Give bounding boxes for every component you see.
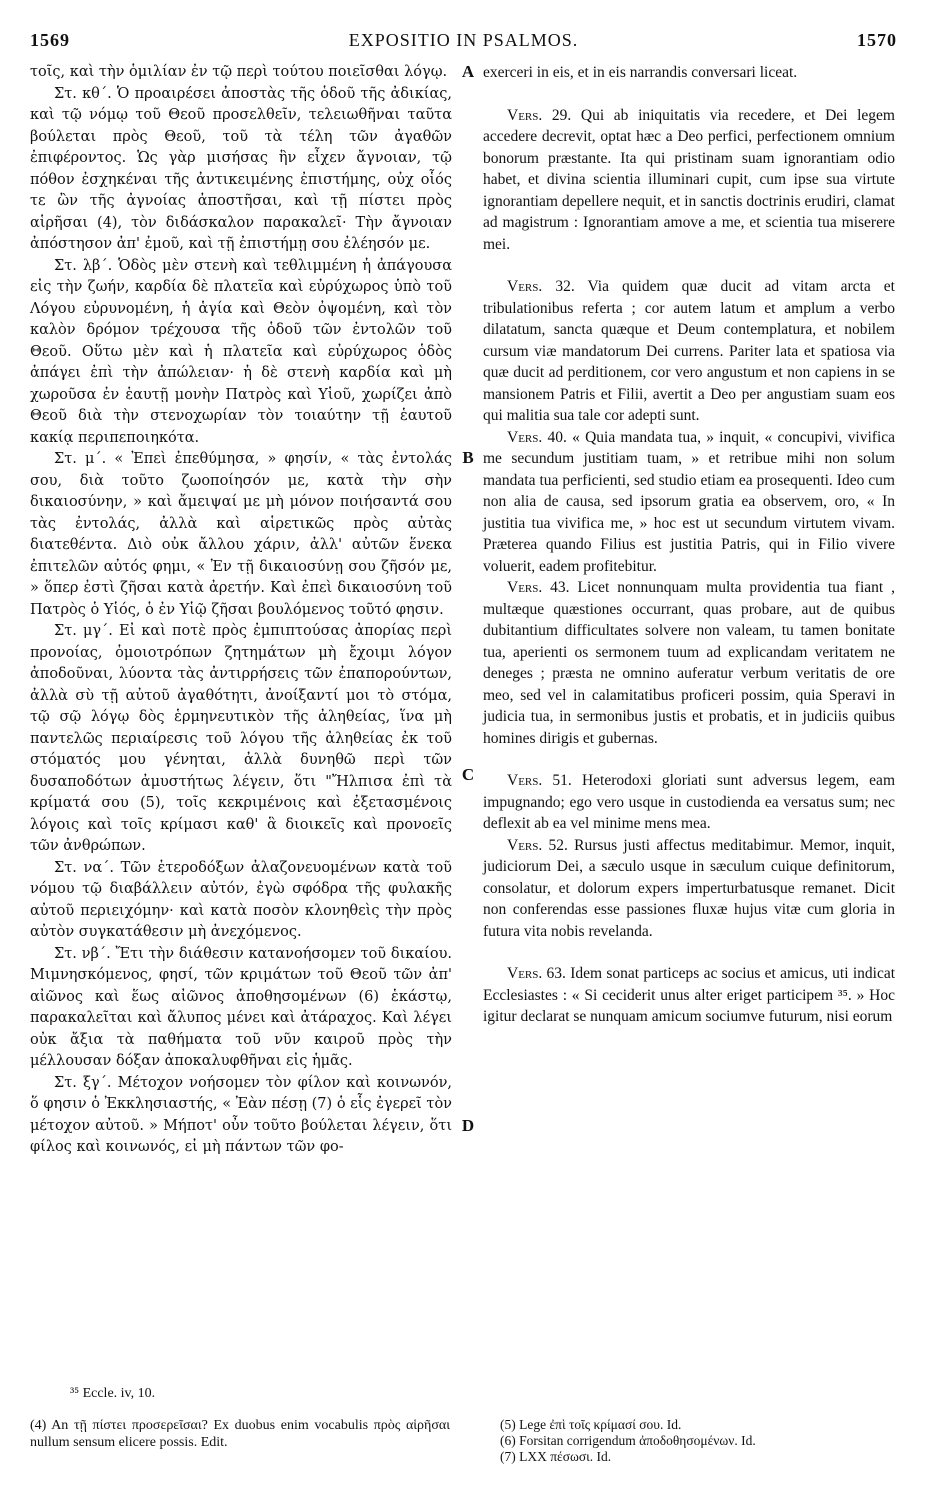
latin-paragraph: [483, 427, 895, 578]
verse-label: Vers. 63.: [507, 965, 566, 982]
footnote-editorial-left: (4) An τῇ πίστει προσερεῖσαι? Ex duobus enim vocabulis πρὸς αἱρῆσαι nullum sensum elicere possis. Edit.: [30, 1418, 450, 1450]
latin-text: Licet nonnunquam multa providentia tua fiant , multæque quæstiones occurrant, quas probare, aut de quibus dubitantium difficultates solvere non valeam, tu tamen bonitate tua, aperienti os sermonem tuum ad explicandam veritatem ne deneges ; præsta ne omnino auferatur verbum veritatis de ore meo, sed vel in calamitatibus proficeri possim, quia Speravi in judicia tua, in sermonibus justis et probatis, et in judiciis quibus homines dirigis et gubernas.: [483, 579, 895, 747]
running-title: EXPOSITIO IN PSALMOS.: [348, 30, 579, 50]
latin-text: Heterodoxi gloriati sunt adversus legem, eam impugnando; ego vero usque in custodienda ea versatus sum; nec deflexit ab ea vel minime mens mea.: [483, 772, 895, 832]
latin-text: Qui ab iniquitatis via recedere, et Dei legem accedere decrevit, optat hæc a Deo perfici, perfectionem omnium bonorum præstante. Ita qui pristinam suam ignorantiam odio habet, et divina scientia illuminari cupit, cum ipse sua virtute ignorantiam depellere nequit, et in sanctis doctrinis erudiri, clamat ad magistrum : Ignorantiam amove a me, et scientia tua miserere mei.: [483, 106, 895, 253]
footnote-item: (6) Forsitan corrigendum ἀποδοθησομένων. Id.: [500, 1433, 756, 1448]
latin-text: Idem sonat particeps ac socius et amicus, uti indicat Ecclesiastes : « Si ceciderit unus alter eriget participem ³⁵. » Hoc igitur declarat se nunquam amicum sociumve futurum, nisi eorum: [483, 965, 896, 1025]
latin-column: [483, 62, 895, 1028]
verse-label: Vers. 51.: [507, 772, 572, 789]
latin-text: exerceri in eis, et in eis narrandis conversari liceat.: [483, 64, 798, 81]
latin-paragraph: [483, 835, 895, 943]
greek-paragraph: Στ. μ΄. « Ἐπεὶ ἐπεθύμησα, » φησίν, « τὰς ἐντολάς σου, διὰ τοῦτο ζωοποίησόν με, κατὰ τὴν σὴν δικαιοσύνην, » καὶ ἄμειψαί με μὴ μόνον ποιήσαντά σου τὰς ἐντολάς, ἀλλὰ καὶ αἱρετικῶς πρὸς αὐτὰς διατεθέντα. Διὸ οὐκ ἄλλου χάριν, ἀλλ' αὐτῶν ἕνεκα ἐπιτελῶν αὐτός φημι, « Ἐν τῇ δικαιοσύνῃ σου ζῆσόν με, » ὅπερ ἐστὶ ζῆσαι κατὰ ἀρετήν. Καὶ ἐπεὶ δικαιοσύνη τοῦ Πατρὸς ὁ Υἱός, ὁ ἐν Υἱῷ ζῆσαι βουλόμενος τοῦτό φησιν.: [30, 451, 452, 618]
footnote-item: (5) Lege ἐπὶ τοῖς κρίμασί σου. Id.: [500, 1417, 682, 1432]
section-marker-d: D: [461, 1116, 475, 1135]
page-number-right: 1570: [857, 30, 897, 50]
footnote-item: (7) LXX πέσωσι. Id.: [500, 1449, 612, 1464]
latin-paragraph: [483, 963, 895, 1028]
greek-paragraph: τοῖς, καὶ τὴν ὁμιλίαν ἐν τῷ περὶ τούτου ποιεῖσθαι λόγῳ.: [30, 64, 448, 80]
section-marker-a: A: [461, 62, 475, 81]
greek-paragraph: Στ. μγ΄. Εἰ καὶ ποτὲ πρὸς ἐμπιπτούσας ἀπορίας περὶ προνοίας, ὁμοιοτρόπων ζητημάτων μὴ ἔχοιμι λόγον ἀποδοῦναι, λύοντα τὰς ἀντιρρήσεις τῶν ἐπαπορούντων, ἀλλὰ σὺ τῇ αὐτοῦ ἀγαθότητι, ἀνοίξαντί μοι τὸ στόμα, τῷ σῷ λόγῳ δὸς ἑρμηνευτικὸν τῆς ἀληθείας, ἵνα μὴ παντελῶς περιαίρεσις τοῦ λόγου τῆς ἀληθείας ἐκ τοῦ στόματός μου γένηται, ἀλλὰ δυνηθῶ περὶ τῶν δυσαποδότων ἀμυστήτως λέγειν, ὅτι "Ἤλπισα ἐπὶ τὰ κρίματά σου (5), τοῖς κεκριμένοις καὶ ἐξετασμένοις λόγοις καὶ τοῖς κρίμασι καθ' ἃ διοικεῖς καὶ προνοεῖς τῶν ἀνθρώπων.: [30, 623, 452, 854]
greek-column: [30, 62, 452, 1159]
latin-paragraph: [483, 770, 895, 835]
latin-text: Rursus justi affectus meditabimur. Memor, inquit, judiciorum Dei, a sæculo usque in sæculum cuique definitorum, consolatur, et dolorum expers imperturbatusque remanet. Dicit non conferendas esse passiones fluxæ hujus vitæ cum gloria in futura vita nobis revelanda.: [483, 836, 896, 940]
latin-paragraph: [483, 62, 895, 84]
verse-label: Vers. 40.: [507, 428, 567, 446]
section-marker-c: C: [461, 765, 475, 784]
page-header: [30, 30, 897, 58]
greek-paragraph: Στ. ξγ΄. Μέτοχον νοήσομεν τὸν φίλον καὶ κοινωνόν, ὅ φησιν ὁ Ἐκκλησιαστής, « Ἐὰν πέσῃ (7) ὁ εἷς ἐγερεῖ τὸν μέτοχον αὐτοῦ. » Μήποτ' οὖν τοῦτο βούλεται λέγειν, ὅτι φίλος καὶ κοινωνός, εἰ μὴ πάντων τῶν φο-: [30, 1074, 452, 1155]
verse-label: Vers. 52.: [507, 836, 568, 854]
latin-paragraph: [483, 577, 895, 749]
section-marker-b: B: [462, 448, 474, 467]
greek-paragraph: Στ. να΄. Τῶν ἑτεροδόξων ἀλαζονευομένων κατὰ τοῦ νόμου τῷ διαβάλλειν αὐτόν, ἐγὼ σφόδρα τῆς φυλακῆς αὐτοῦ περιειχόμην· καὶ κατὰ ποσὸν κλονηθεὶς τὴν πρὸς αὐτὸν συγκατάθεσιν μὴ ἀνεχόμενος.: [30, 859, 452, 940]
verse-label: Vers. 32.: [507, 278, 575, 295]
page-number-left: 1569: [30, 30, 70, 50]
latin-paragraph: [483, 105, 895, 256]
greek-paragraph: Στ. νβ΄. Ἔτι τὴν διάθεσιν κατανοήσομεν τοῦ δικαίου. Μιμνησκόμενος, φησί, τῶν κριμάτων τοῦ Θεοῦ τῶν ἀπ' αἰῶνος καὶ ἕως αἰῶνος ἀποθησομένων (6) ἑκάστῳ, παρακαλεῖται καὶ ἄλυπος μένει καὶ ἀτάραχος. Καὶ λέγει οὐκ ἄξια τὰ παθήματα τοῦ νῦν καιροῦ πρὸς τὴν μέλλουσαν δόξαν ἀποκαλυφθῆναι εἰς ἡμᾶς.: [30, 945, 452, 1069]
greek-paragraph: Στ. λβ΄. Ὁδὸς μὲν στενὴ καὶ τεθλιμμένη ἡ ἀπάγουσα εἰς τὴν ζωήν, καρδία δὲ πλατεῖα καὶ εὐρύχωρος ὑπὸ τοῦ Λόγου εὐρυνομένη, ἡ ἁγία καὶ Θεὸν ὀψομένη, καὶ τὸν καλὸν δρόμον τρέχουσα τῆς ὁδοῦ τῶν ἐντολῶν τοῦ Θεοῦ. Οὕτω μὲν καὶ ἡ πλατεῖα καὶ εὐρύχωρος ὁδὸς ἀπάγει ἐπὶ τὴν ἀπώλειαν· ἡ δὲ στενὴ καρδία καὶ μὴ χωροῦσα ἐν ἑαυτῇ μονὴν Πατρὸς καὶ Υἱοῦ, χωρίζει ἀπὸ Θεοῦ διὰ τὴν στενοχωρίαν τὸν τοιαύτην τῇ ἑαυτοῦ κακίᾳ περιπεποιηκότα.: [30, 257, 452, 446]
verse-label: Vers. 29.: [507, 106, 572, 124]
latin-text: Via quidem quæ ducit ad vitam arcta et tribulationibus referta ; cor autem latum et amplum a verbo dilatatum, sancta quæque et Deum contemplatura, et nobilem cursum viæ mandatorum Dei currens. Pariter lata et spatiosa via quæ ducit ad perditionem, cor vero angustum et non capiens in se mansionem Patris et Filii, avertit a Deo per angustiam suam eos qui malitia sua tale cor adepti sunt.: [483, 278, 895, 424]
latin-text: « Quia mandata tua, » inquit, « concupivi, vivifica me secundum justitiam tuam, » et retribue mihi non solum mandata tua perficienti, sed studio etiam ea prosequenti. Ideo cum non alia de causa, sed ipsorum gratia ea observem, oro, « In justitia tua vivifica me, » hoc est ut secundum virtutem vivam. Præterea quando Filius est justitia Patris, qui in Filio vivere voluerit, eadem profitebitur.: [483, 428, 896, 575]
footnote-scripture: ³⁵ Eccle. iv, 10.: [70, 1386, 156, 1401]
footnote-editorial-right: [500, 1417, 900, 1465]
latin-paragraph: [483, 276, 895, 427]
greek-paragraph: Στ. κθ΄. Ὁ προαιρέσει ἀποστὰς τῆς ὁδοῦ τῆς ἀδικίας, καὶ τῷ νόμῳ τοῦ Θεοῦ προσελθεῖν, τελειωθῆναι ταῦτα βούλεται πρὸς Θεοῦ, τοῦ τὰ τέλη τῶν ἀγαθῶν ἐπιφέροντος. Ὡς γὰρ μισήσας ἣν εἶχεν ἄγνοιαν, τῷ πόθον ἐσχηκέναι τῆς ἀντικειμένης ἐπιστήμης, οὐχ οἷός τε ὢν τῆς ἀγνοίας ἀποστῆσαι, καὶ τῇ πίστει πρὸς αἱρῆσαι (4), τὸν διδάσκαλον παρακαλεῖ· Τὴν ἄγνοιαν ἀπόστησον ἀπ' ἐμοῦ, καὶ τῇ ἐπιστήμῃ σου ἐλέησόν με.: [30, 85, 452, 252]
verse-label: Vers. 43.: [507, 579, 570, 596]
